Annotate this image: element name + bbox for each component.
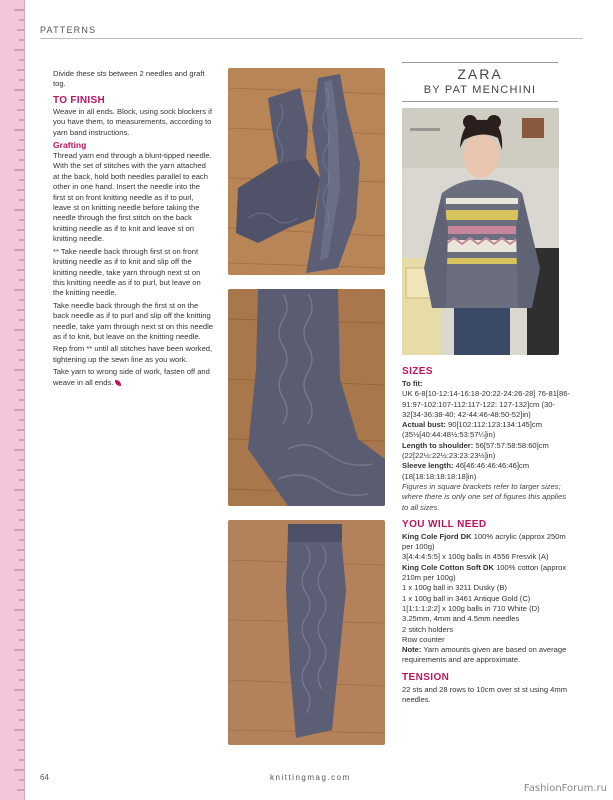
sleeve-value: 46[46:46:46:46:46]cm (18[18:18:18:18:18]in)	[402, 461, 530, 481]
length-label: Length to shoulder:	[402, 440, 474, 450]
yarn2-qty-dusky: 1 x 100g ball in 3211 Dusky (B)	[402, 583, 507, 593]
pattern-name: ZARA	[457, 66, 503, 82]
grafting-step-1: Thread yarn end through a blunt-tipped needle. With the set of stitches with the yarn attached at the back, hold both needles parallel to each other in one hand. Insert the needle into the first st on front knitting needle as if to purl, leave st on knitting needle before taking the needle through the first stitch on the back knitting needle as if to knit and leave st on knitting needle.	[53, 151, 212, 244]
page-number: 64	[40, 773, 49, 782]
intro-text: Divide these sts between 2 needles and graft tog.	[53, 69, 205, 89]
single-sock-photo	[228, 520, 385, 745]
sizes-note: Figures in square brackets refer to larger sizes; where there is only one set of figures this applies to all sizes.	[402, 481, 567, 512]
yarn1-desc: 100% acrylic (approx 250m per 100g)	[402, 531, 566, 552]
title-rule-bottom	[402, 101, 558, 102]
ruler-strip	[0, 0, 25, 800]
section-label: PATTERNS	[40, 25, 97, 35]
pattern-designer: BY PAT MENCHINI	[423, 84, 537, 96]
tension-heading: TENSION	[402, 671, 450, 683]
materials-note-label: Note:	[402, 645, 422, 655]
sock-heel-photo	[228, 289, 385, 506]
grafting-step-2: ** Take needle back through first st on front knitting needle as if to knit and slip off the knitting needle, take yarn through next st on this knitting needle as if to purl, but leave on the knitting needle.	[53, 246, 201, 298]
yarn1-qty: 3[4:4:4:5:5] x 100g balls in 4556 Fresvik (A)	[402, 552, 549, 562]
sleeve-label: Sleeve length:	[402, 461, 454, 471]
yarn2-qty-gold: 1 x 100g ball in 3461 Antique Gold (C)	[402, 593, 531, 603]
jumper-model-photo	[402, 108, 559, 355]
holders-item: 2 stitch holders	[402, 624, 454, 634]
tension-text: 22 sts and 28 rows to 10cm over st st using 4mm needles.	[402, 684, 568, 705]
fit-label: To fit:	[402, 379, 423, 388]
grafting-heading: Grafting	[53, 140, 87, 151]
right-column	[402, 366, 572, 705]
title-rule-top	[402, 62, 558, 63]
finish-heading: TO FINISH	[53, 94, 105, 106]
yarn2-name: King Cole Cotton Soft DK	[402, 562, 494, 572]
grafting-step-4: Rep from ** until all stitches have been worked, tightening up the sewn line as you work.	[53, 344, 213, 364]
sock-pair-photo	[228, 68, 385, 275]
left-column	[53, 69, 213, 390]
yarn2-qty-white: 1[1:1:1:2:2] x 100g balls in 710 White (D)	[402, 603, 540, 613]
finish-text: Weave in all ends. Block, using sock blockers if you have them, to measurements, according to yarn band instructions.	[53, 106, 212, 137]
fit-value: UK 6-8[10-12:14-16:18-20:22-24:26-28] 76-81[86-91:97-102:107-112:117-122: 127-132]cm (30-32[34-36:38-40: 42-44:46-48:50-52]in)	[402, 389, 571, 419]
needles-item: 3.25mm, 4mm and 4.5mm needles	[402, 614, 520, 624]
yarn1-name: King Cole Fjord DK	[402, 531, 472, 541]
bust-value: 90[102:112:123:134:145]cm (35½[40:44:48½:53:57¼]in)	[402, 420, 543, 440]
bust-label: Actual bust:	[402, 420, 446, 430]
website-link[interactable]: knittingmag.com	[270, 773, 351, 782]
materials-note-text: Yarn amounts given are based on average requirements and are approximate.	[402, 645, 567, 665]
length-value: 56[57:57:58:58:60]cm (22[22½:22½:23:23:23½]in)	[402, 440, 549, 461]
ruler-ticks	[0, 0, 24, 800]
watermark-text: FashionForum.ru	[523, 783, 607, 794]
grafting-step-5: Take yarn to wrong side of work, fasten off and weave in all ends.	[53, 367, 210, 387]
grafting-step-3: Take needle back through the first st on the back needle as if to purl and slip off the knitting needle, take yarn through next st on this needle as if to knit, but leave on the knitting needle.	[53, 300, 213, 341]
leaf-icon	[115, 380, 121, 386]
sizes-heading: SIZES	[402, 366, 433, 377]
counter-item: Row counter	[402, 634, 445, 644]
materials-heading: YOU WILL NEED	[402, 518, 487, 530]
section-divider	[40, 38, 583, 39]
grafting-step-5-wrap	[53, 367, 213, 388]
yarn2-desc: 100% cotton (approx 210m per 100g)	[402, 562, 567, 583]
